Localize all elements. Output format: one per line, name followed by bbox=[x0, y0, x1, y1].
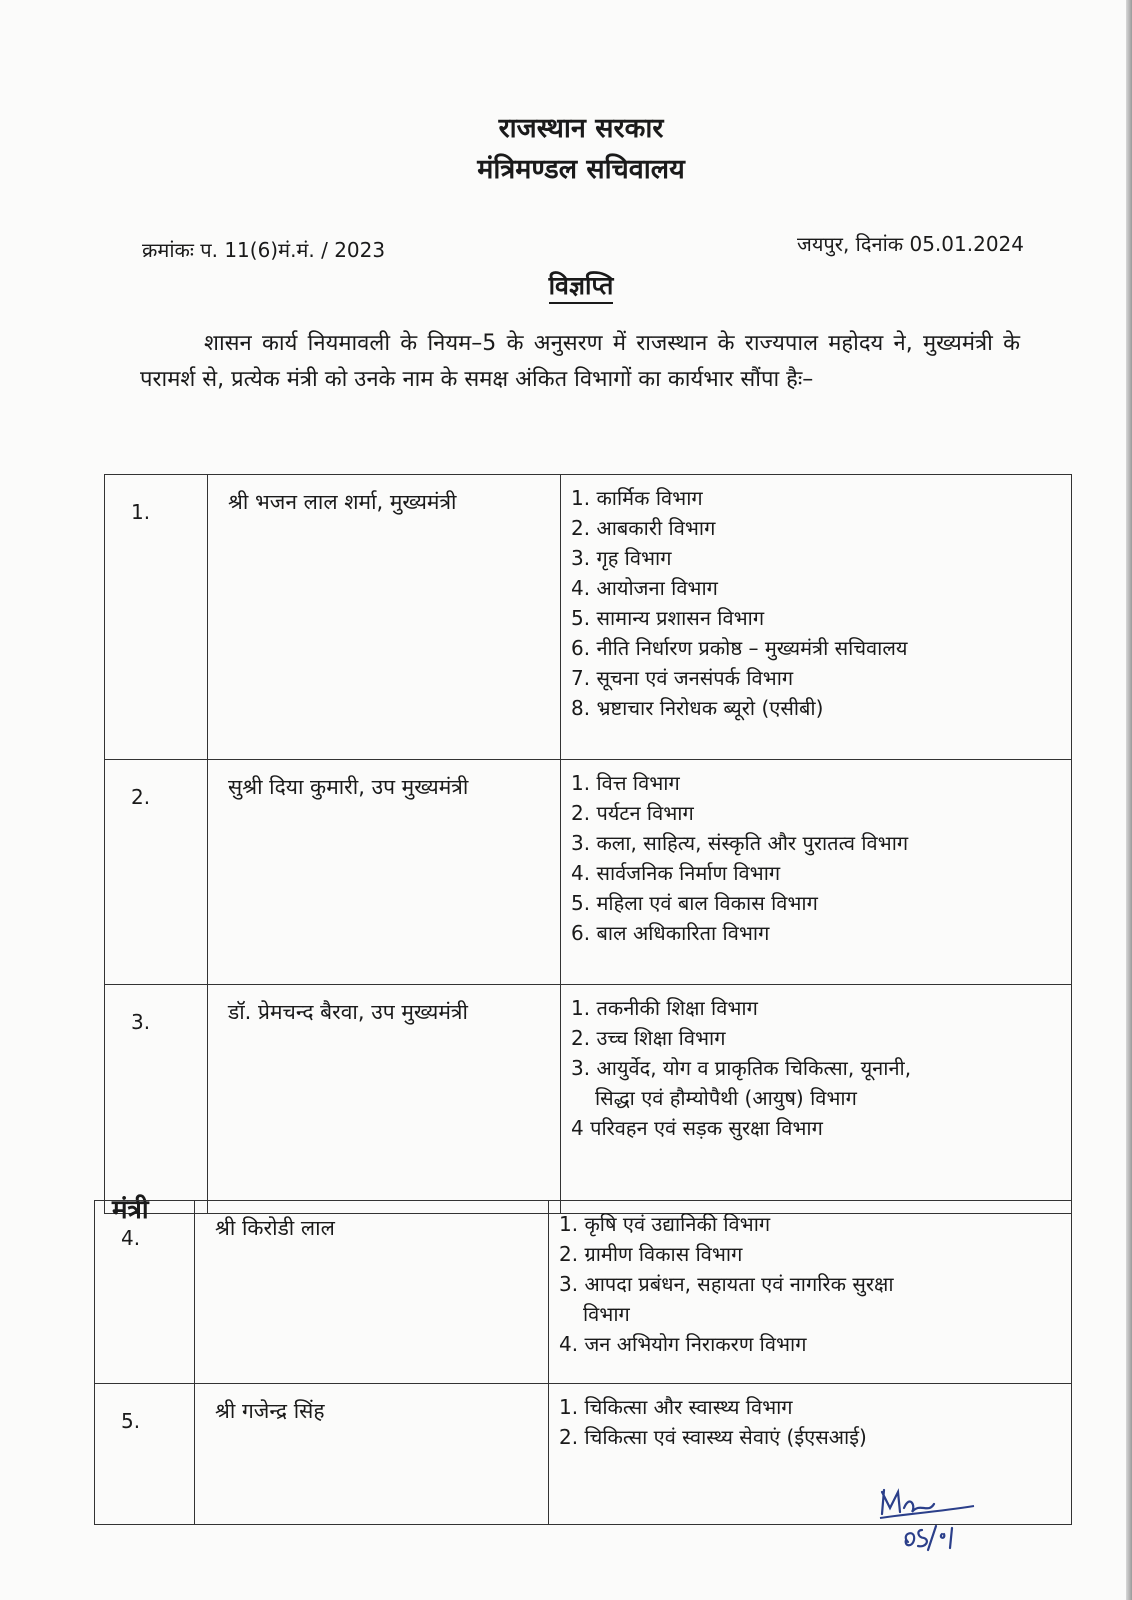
department-item: 1. कृषि एवं उद्यानिकी विभाग bbox=[559, 1212, 771, 1236]
page-edge-shadow bbox=[1126, 0, 1132, 1600]
department-list bbox=[561, 475, 1072, 760]
department-item: 2. उच्च शिक्षा विभाग bbox=[571, 1026, 726, 1050]
government-title: राजस्थान सरकार bbox=[498, 113, 664, 144]
intro-paragraph: शासन कार्य नियमावली के नियम–5 के अनुसरण में राजस्थान के राज्यपाल महोदय ने, मुख्यमंत्री के परामर्श से, प्रत्येक मंत्री को उनके नाम के समक्ष अंकित विभागों का कार्यभार सौंपा हैः– bbox=[140, 331, 1020, 392]
allocation-table-ministers bbox=[94, 1200, 1072, 1525]
minister-name: श्री भजन लाल शर्मा, मुख्यमंत्री bbox=[208, 475, 561, 760]
department-item: 5. महिला एवं बाल विकास विभाग bbox=[571, 891, 818, 915]
department-item: 3. आयुर्वेद, योग व प्राकृतिक चिकित्सा, यूनानी, bbox=[571, 1056, 912, 1080]
table-row bbox=[95, 1201, 1072, 1384]
department-item: 3. गृह विभाग bbox=[571, 546, 672, 570]
department-item: 5. सामान्य प्रशासन विभाग bbox=[571, 606, 765, 630]
serial-number: 2. bbox=[105, 760, 208, 985]
department-item: 3. आपदा प्रबंधन, सहायता एवं नागरिक सुरक्षा bbox=[559, 1272, 894, 1296]
department-list bbox=[561, 985, 1072, 1214]
department-list bbox=[549, 1201, 1072, 1384]
department-item: 7. सूचना एवं जनसंपर्क विभाग bbox=[571, 666, 794, 690]
department-item: 8. भ्रष्टाचार निरोधक ब्यूरो (एसीबी) bbox=[571, 696, 824, 720]
department-item: 3. कला, साहित्य, संस्कृति और पुरातत्व विभाग bbox=[571, 831, 909, 855]
allocation-table-deputies bbox=[104, 474, 1072, 1214]
notice-heading bbox=[0, 268, 1132, 302]
department-item: 1. वित्त विभाग bbox=[571, 771, 680, 795]
department-item: 1. चिकित्सा और स्वास्थ्य विभाग bbox=[559, 1395, 793, 1419]
notice-title: विज्ञप्ति bbox=[549, 271, 614, 304]
department-item: 2. पर्यटन विभाग bbox=[571, 801, 694, 825]
department-item: 4. आयोजना विभाग bbox=[571, 576, 718, 600]
reference-number: क्रमांकः प. 11(6)मं.मं. / 2023 bbox=[142, 238, 386, 262]
department-item: 2. आबकारी विभाग bbox=[571, 516, 716, 540]
department-item-continued: सिद्धा एवं हौम्योपैथी (आयुष) विभाग bbox=[595, 1086, 857, 1110]
office-title: मंत्रिमण्डल सचिवालय bbox=[477, 154, 685, 185]
department-item: 1. तकनीकी शिक्षा विभाग bbox=[571, 996, 758, 1020]
table-row bbox=[105, 475, 1072, 760]
department-list bbox=[561, 760, 1072, 985]
serial-number: 5. bbox=[95, 1384, 195, 1525]
department-item: 2. चिकित्सा एवं स्वास्थ्य सेवाएं (ईएसआई) bbox=[559, 1425, 867, 1449]
minister-name: श्री किरोडी लाल bbox=[195, 1201, 549, 1384]
serial-number: 3. bbox=[105, 985, 208, 1214]
handwritten-initials-icon bbox=[876, 1484, 986, 1564]
minister-name: डॉ. प्रेमचन्द बैरवा, उप मुख्यमंत्री bbox=[208, 985, 561, 1214]
serial-number: 1. bbox=[105, 475, 208, 760]
table-row bbox=[105, 985, 1072, 1214]
issue-date: जयपुर, दिनांक 05.01.2024 bbox=[796, 232, 1024, 256]
department-item: 4 परिवहन एवं सड़क सुरक्षा विभाग bbox=[571, 1116, 823, 1140]
minister-name: सुश्री दिया कुमारी, उप मुख्यमंत्री bbox=[208, 760, 561, 985]
minister-name: श्री गजेन्द्र सिंह bbox=[195, 1384, 549, 1525]
serial-number: 4. bbox=[95, 1201, 195, 1384]
ministers-section-label: मंत्री bbox=[112, 1195, 149, 1225]
department-item: 4. सार्वजनिक निर्माण विभाग bbox=[571, 861, 781, 885]
department-item: 2. ग्रामीण विकास विभाग bbox=[559, 1242, 743, 1266]
department-item: 1. कार्मिक विभाग bbox=[571, 486, 703, 510]
department-item: 4. जन अभियोग निराकरण विभाग bbox=[559, 1332, 807, 1356]
department-item: 6. बाल अधिकारिता विभाग bbox=[571, 921, 770, 945]
table-row bbox=[105, 760, 1072, 985]
department-list bbox=[549, 1384, 1072, 1525]
letterhead bbox=[0, 108, 1132, 190]
department-item: 6. नीति निर्धारण प्रकोष्ठ – मुख्यमंत्री सचिवालय bbox=[571, 636, 908, 660]
department-item-continued: विभाग bbox=[583, 1302, 630, 1326]
